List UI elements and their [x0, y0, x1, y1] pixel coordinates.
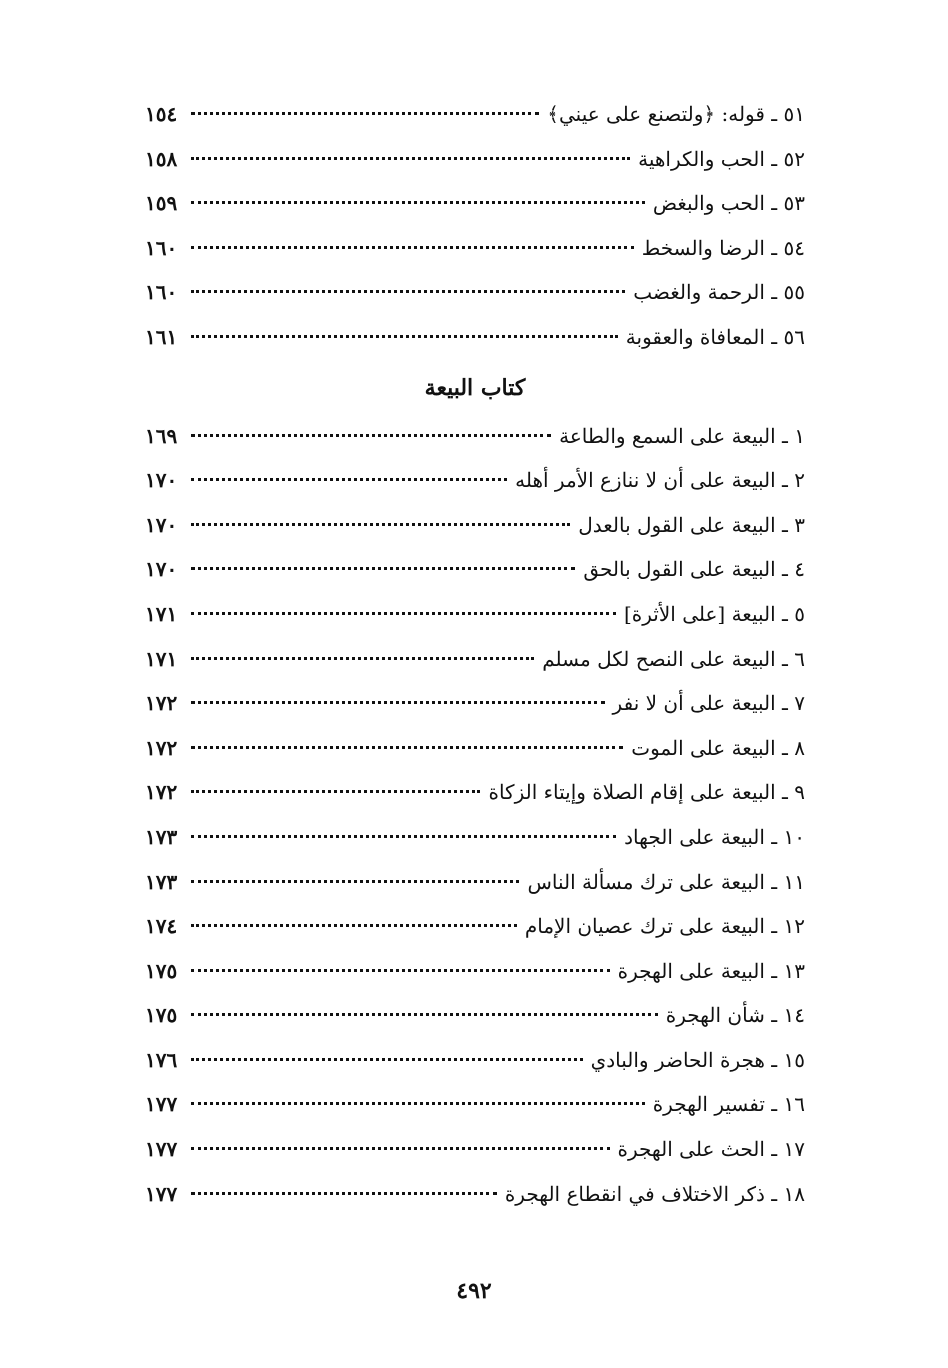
toc-row [145, 137, 805, 182]
leader-dots [191, 523, 570, 526]
entry-title: ١٠ ـ البيعة على الجهاد [624, 824, 805, 849]
toc-row [145, 414, 805, 459]
entry-title: ١١ ـ البيعة على ترك مسألة الناس [527, 869, 805, 894]
toc-row [145, 770, 805, 815]
leader-dots [191, 290, 625, 293]
entry-title: ٥١ ـ قوله: ﴿ولتصنع على عيني﴾ [547, 102, 805, 126]
leader-dots [191, 746, 623, 749]
toc-row [145, 226, 805, 271]
page-number: ١٧٤ [145, 914, 178, 939]
page-number: ١٦٠ [145, 235, 178, 260]
leader-dots [191, 201, 645, 204]
toc-row [145, 1082, 805, 1127]
toc-row [145, 1172, 805, 1217]
page-number: ١٧٦ [145, 1047, 178, 1072]
leader-dots [191, 157, 630, 160]
entry-title: ١ ـ البيعة على السمع والطاعة [559, 423, 805, 448]
page-number: ١٥٤ [145, 102, 178, 126]
entry-title: ٥٣ ـ الحب والبغض [652, 191, 805, 216]
page-number: ١٧٧ [145, 1181, 178, 1206]
toc-list-after [145, 414, 805, 1217]
entry-title: ١٦ ـ تفسير الهجرة [652, 1092, 805, 1117]
page-number: ١٧٣ [145, 869, 178, 894]
toc-list-before [145, 92, 805, 360]
entry-title: ٩ ـ البيعة على إقام الصلاة وإيتاء الزكاة [488, 780, 805, 805]
entry-title: ٨ ـ البيعة على الموت [631, 735, 805, 760]
leader-dots [191, 246, 634, 249]
toc-row [145, 181, 805, 226]
page-number: ١٧١ [145, 646, 178, 671]
page-number: ١٧٠ [145, 557, 178, 582]
toc-row [145, 726, 805, 771]
page-number: ١٥٨ [145, 146, 178, 171]
entry-title: ٦ ـ البيعة على النصح لكل مسلم [542, 646, 805, 671]
leader-dots [191, 1058, 583, 1061]
page-number: ١٥٩ [145, 191, 178, 216]
leader-dots [191, 434, 551, 437]
page-number: ١٧٥ [145, 1003, 178, 1028]
entry-title: ٧ ـ البيعة على أن لا نفر [612, 691, 805, 716]
page-number: ١٧٢ [145, 780, 178, 805]
entry-title: ٥٤ ـ الرضا والسخط [641, 235, 805, 260]
entry-title: ٣ ـ البيعة على القول بالعدل [578, 512, 805, 537]
entry-title: ١٢ ـ البيعة على ترك عصيان الإمام [524, 914, 805, 939]
leader-dots [191, 478, 507, 481]
leader-dots [191, 612, 616, 615]
toc-row [145, 860, 805, 905]
leader-dots [191, 1013, 658, 1016]
page-folio-number: ٤٩٢ [456, 1278, 492, 1304]
entry-title: ٥٥ ـ الرحمة والغضب [633, 280, 805, 305]
toc-row [145, 815, 805, 860]
leader-dots [191, 790, 480, 793]
entry-title: ٤ ـ البيعة على القول بالحق [583, 557, 805, 582]
toc-row [145, 681, 805, 726]
entry-title: ١٧ ـ الحث على الهجرة [617, 1137, 805, 1162]
leader-dots [191, 1147, 610, 1150]
page-number: ١٧٠ [145, 468, 178, 493]
page-number: ١٧٢ [145, 691, 178, 716]
entry-title: ٥٢ ـ الحب والكراهية [638, 146, 805, 171]
leader-dots [191, 969, 610, 972]
entry-title: ١٤ ـ شأن الهجرة [665, 1003, 805, 1028]
leader-dots [191, 880, 519, 883]
page-number: ١٧٥ [145, 958, 178, 983]
toc-row [145, 1038, 805, 1083]
toc-row [145, 993, 805, 1038]
page-number: ١٧٧ [145, 1137, 178, 1162]
table-of-contents [145, 92, 805, 1216]
leader-dots [191, 701, 605, 704]
toc-row [145, 904, 805, 949]
page-number: ١٧٠ [145, 512, 178, 537]
leader-dots [191, 1102, 645, 1105]
entry-title: ١٥ ـ هجرة الحاضر والبادي [590, 1047, 805, 1072]
leader-dots [191, 835, 616, 838]
toc-row [145, 547, 805, 592]
page-number: ١٦٩ [145, 423, 178, 448]
page-number: ١٦٠ [145, 280, 178, 305]
page-number: ١٦١ [145, 324, 178, 349]
section-heading: كتاب البيعة [424, 374, 526, 401]
toc-row [145, 1127, 805, 1172]
page-number: ١٧٣ [145, 824, 178, 849]
page-number: ١٧٧ [145, 1092, 178, 1117]
toc-row [145, 949, 805, 994]
toc-row [145, 503, 805, 548]
entry-title: ٥٦ ـ المعافاة والعقوبة [625, 324, 805, 349]
toc-row [145, 315, 805, 360]
entry-title: ١٨ ـ ذكر الاختلاف في انقطاع الهجرة [504, 1181, 805, 1206]
leader-dots [191, 924, 517, 927]
toc-row [145, 637, 805, 682]
leader-dots [191, 335, 618, 338]
toc-row [145, 92, 805, 137]
leader-dots [191, 567, 575, 570]
leader-dots [191, 1192, 497, 1195]
page-number: ١٧١ [145, 601, 178, 626]
page-number: ١٧٢ [145, 735, 178, 760]
toc-row [145, 270, 805, 315]
entry-title: ١٣ ـ البيعة على الهجرة [617, 958, 805, 983]
leader-dots [191, 657, 534, 660]
leader-dots [191, 112, 539, 115]
toc-row [145, 592, 805, 637]
toc-row [145, 458, 805, 503]
entry-title: ٥ ـ البيعة [على الأثرة] [623, 601, 805, 626]
entry-title: ٢ ـ البيعة على أن لا ننازع الأمر أهله [515, 468, 805, 493]
